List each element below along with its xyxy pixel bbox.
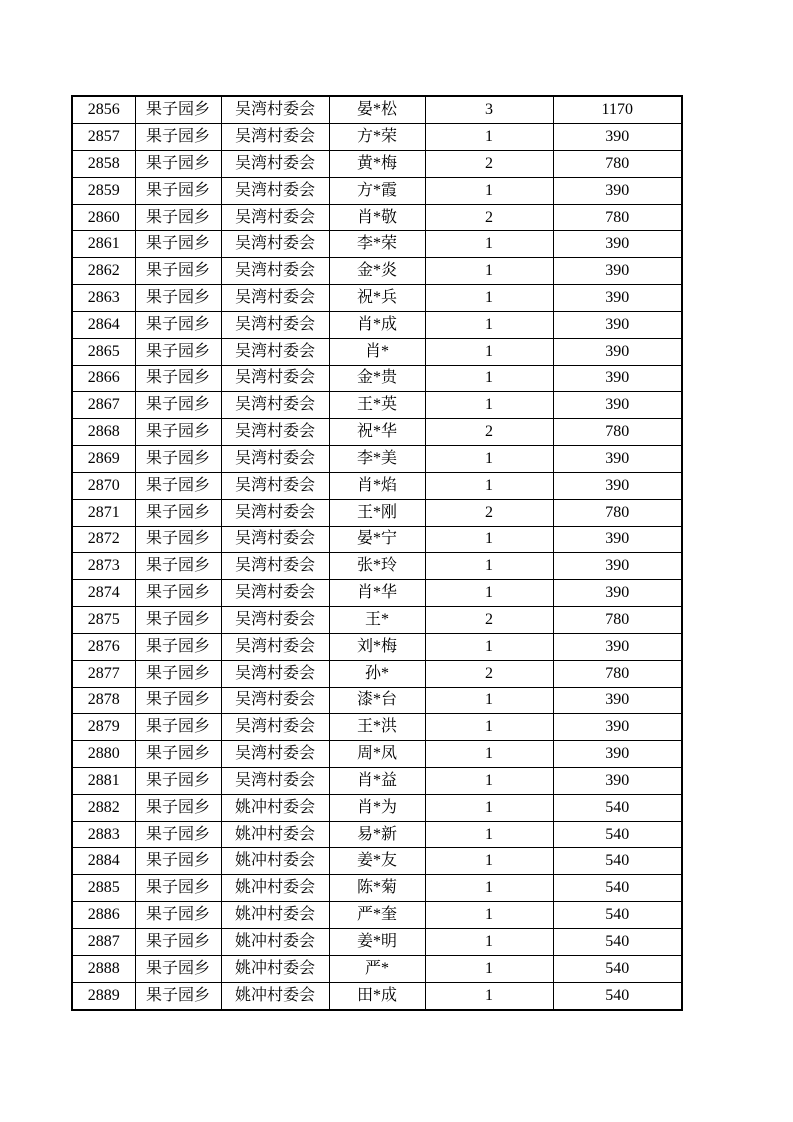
cell-township: 果子园乡 [135, 124, 221, 151]
cell-count: 2 [425, 204, 553, 231]
cell-village-committee: 吴湾村委会 [221, 660, 329, 687]
cell-amount: 390 [553, 231, 682, 258]
cell-township: 果子园乡 [135, 392, 221, 419]
cell-amount: 390 [553, 768, 682, 795]
cell-person-name: 李*美 [329, 446, 425, 473]
cell-village-committee: 吴湾村委会 [221, 392, 329, 419]
cell-village-committee: 姚冲村委会 [221, 848, 329, 875]
table-row [72, 768, 682, 795]
cell-township: 果子园乡 [135, 928, 221, 955]
cell-township: 果子园乡 [135, 285, 221, 312]
cell-person-name: 金*贵 [329, 365, 425, 392]
cell-count: 3 [425, 96, 553, 124]
cell-amount: 540 [553, 982, 682, 1010]
cell-village-committee: 吴湾村委会 [221, 580, 329, 607]
cell-township: 果子园乡 [135, 499, 221, 526]
cell-person-name: 肖*焰 [329, 472, 425, 499]
cell-village-committee: 姚冲村委会 [221, 955, 329, 982]
cell-person-name: 祝*华 [329, 419, 425, 446]
cell-person-name: 田*成 [329, 982, 425, 1010]
cell-village-committee: 吴湾村委会 [221, 553, 329, 580]
cell-person-name: 肖* [329, 338, 425, 365]
cell-person-name: 周*凤 [329, 741, 425, 768]
table-row [72, 526, 682, 553]
cell-serial-number: 2887 [72, 928, 135, 955]
cell-amount: 540 [553, 821, 682, 848]
cell-count: 1 [425, 928, 553, 955]
table-row [72, 96, 682, 124]
cell-serial-number: 2863 [72, 285, 135, 312]
cell-count: 1 [425, 902, 553, 929]
cell-count: 1 [425, 714, 553, 741]
cell-count: 2 [425, 660, 553, 687]
cell-serial-number: 2859 [72, 177, 135, 204]
cell-person-name: 晏*松 [329, 96, 425, 124]
cell-township: 果子园乡 [135, 258, 221, 285]
cell-amount: 540 [553, 928, 682, 955]
cell-person-name: 祝*兵 [329, 285, 425, 312]
beneficiary-table [71, 95, 683, 1011]
table-row [72, 446, 682, 473]
table-row [72, 794, 682, 821]
cell-serial-number: 2881 [72, 768, 135, 795]
cell-village-committee: 吴湾村委会 [221, 419, 329, 446]
table-row [72, 231, 682, 258]
cell-amount: 1170 [553, 96, 682, 124]
cell-person-name: 姜*友 [329, 848, 425, 875]
cell-serial-number: 2862 [72, 258, 135, 285]
table-row [72, 150, 682, 177]
cell-township: 果子园乡 [135, 526, 221, 553]
cell-amount: 780 [553, 660, 682, 687]
cell-count: 1 [425, 687, 553, 714]
cell-person-name: 王* [329, 607, 425, 634]
cell-person-name: 方*霞 [329, 177, 425, 204]
table-row [72, 660, 682, 687]
cell-person-name: 黄*梅 [329, 150, 425, 177]
cell-amount: 780 [553, 150, 682, 177]
cell-count: 1 [425, 768, 553, 795]
cell-township: 果子园乡 [135, 660, 221, 687]
table-row [72, 687, 682, 714]
cell-serial-number: 2885 [72, 875, 135, 902]
cell-amount: 390 [553, 338, 682, 365]
cell-amount: 390 [553, 553, 682, 580]
cell-person-name: 肖*益 [329, 768, 425, 795]
table-row [72, 499, 682, 526]
cell-person-name: 刘*梅 [329, 633, 425, 660]
cell-serial-number: 2856 [72, 96, 135, 124]
cell-amount: 390 [553, 311, 682, 338]
cell-village-committee: 吴湾村委会 [221, 204, 329, 231]
cell-person-name: 肖*敬 [329, 204, 425, 231]
cell-township: 果子园乡 [135, 96, 221, 124]
cell-village-committee: 吴湾村委会 [221, 150, 329, 177]
cell-serial-number: 2873 [72, 553, 135, 580]
cell-serial-number: 2866 [72, 365, 135, 392]
cell-count: 2 [425, 150, 553, 177]
cell-amount: 390 [553, 285, 682, 312]
table-row [72, 311, 682, 338]
table-row [72, 607, 682, 634]
cell-township: 果子园乡 [135, 580, 221, 607]
cell-person-name: 金*炎 [329, 258, 425, 285]
cell-township: 果子园乡 [135, 902, 221, 929]
table-row [72, 204, 682, 231]
cell-village-committee: 吴湾村委会 [221, 768, 329, 795]
table-row [72, 902, 682, 929]
cell-amount: 390 [553, 714, 682, 741]
cell-village-committee: 吴湾村委会 [221, 258, 329, 285]
cell-serial-number: 2879 [72, 714, 135, 741]
cell-serial-number: 2870 [72, 472, 135, 499]
cell-township: 果子园乡 [135, 848, 221, 875]
table-row [72, 258, 682, 285]
cell-amount: 780 [553, 419, 682, 446]
cell-village-committee: 吴湾村委会 [221, 365, 329, 392]
cell-amount: 390 [553, 633, 682, 660]
cell-village-committee: 姚冲村委会 [221, 928, 329, 955]
cell-serial-number: 2882 [72, 794, 135, 821]
cell-count: 2 [425, 419, 553, 446]
cell-township: 果子园乡 [135, 633, 221, 660]
table-row [72, 285, 682, 312]
cell-serial-number: 2888 [72, 955, 135, 982]
cell-township: 果子园乡 [135, 311, 221, 338]
cell-amount: 780 [553, 204, 682, 231]
cell-serial-number: 2875 [72, 607, 135, 634]
cell-count: 1 [425, 982, 553, 1010]
cell-township: 果子园乡 [135, 231, 221, 258]
cell-serial-number: 2861 [72, 231, 135, 258]
cell-count: 1 [425, 741, 553, 768]
cell-village-committee: 吴湾村委会 [221, 446, 329, 473]
cell-township: 果子园乡 [135, 338, 221, 365]
cell-person-name: 王*刚 [329, 499, 425, 526]
cell-serial-number: 2874 [72, 580, 135, 607]
cell-village-committee: 吴湾村委会 [221, 311, 329, 338]
cell-count: 1 [425, 446, 553, 473]
cell-count: 1 [425, 338, 553, 365]
cell-amount: 390 [553, 687, 682, 714]
cell-person-name: 严*奎 [329, 902, 425, 929]
cell-township: 果子园乡 [135, 821, 221, 848]
cell-township: 果子园乡 [135, 150, 221, 177]
table-row [72, 714, 682, 741]
cell-township: 果子园乡 [135, 472, 221, 499]
cell-person-name: 孙* [329, 660, 425, 687]
cell-village-committee: 姚冲村委会 [221, 794, 329, 821]
cell-person-name: 李*荣 [329, 231, 425, 258]
cell-count: 2 [425, 607, 553, 634]
cell-person-name: 张*玲 [329, 553, 425, 580]
cell-person-name: 方*荣 [329, 124, 425, 151]
cell-amount: 390 [553, 124, 682, 151]
table-row [72, 419, 682, 446]
cell-count: 1 [425, 258, 553, 285]
cell-village-committee: 姚冲村委会 [221, 902, 329, 929]
cell-count: 1 [425, 177, 553, 204]
cell-person-name: 漆*台 [329, 687, 425, 714]
cell-serial-number: 2880 [72, 741, 135, 768]
cell-township: 果子园乡 [135, 875, 221, 902]
cell-amount: 540 [553, 902, 682, 929]
cell-serial-number: 2867 [72, 392, 135, 419]
cell-township: 果子园乡 [135, 687, 221, 714]
cell-village-committee: 吴湾村委会 [221, 96, 329, 124]
cell-village-committee: 吴湾村委会 [221, 177, 329, 204]
cell-serial-number: 2877 [72, 660, 135, 687]
cell-amount: 390 [553, 526, 682, 553]
cell-count: 1 [425, 633, 553, 660]
cell-amount: 540 [553, 875, 682, 902]
cell-township: 果子园乡 [135, 794, 221, 821]
cell-village-committee: 吴湾村委会 [221, 633, 329, 660]
cell-village-committee: 姚冲村委会 [221, 982, 329, 1010]
cell-township: 果子园乡 [135, 177, 221, 204]
cell-person-name: 王*英 [329, 392, 425, 419]
cell-count: 1 [425, 553, 553, 580]
table-row [72, 580, 682, 607]
cell-serial-number: 2857 [72, 124, 135, 151]
table-row [72, 821, 682, 848]
cell-count: 1 [425, 955, 553, 982]
table-row [72, 741, 682, 768]
table-row [72, 875, 682, 902]
cell-serial-number: 2868 [72, 419, 135, 446]
cell-count: 1 [425, 848, 553, 875]
cell-village-committee: 吴湾村委会 [221, 499, 329, 526]
cell-township: 果子园乡 [135, 607, 221, 634]
cell-village-committee: 姚冲村委会 [221, 821, 329, 848]
cell-count: 1 [425, 285, 553, 312]
cell-amount: 780 [553, 607, 682, 634]
table-row [72, 365, 682, 392]
cell-amount: 390 [553, 177, 682, 204]
table-row [72, 177, 682, 204]
cell-amount: 390 [553, 472, 682, 499]
cell-amount: 390 [553, 392, 682, 419]
cell-amount: 780 [553, 499, 682, 526]
cell-serial-number: 2884 [72, 848, 135, 875]
cell-township: 果子园乡 [135, 365, 221, 392]
cell-serial-number: 2865 [72, 338, 135, 365]
cell-village-committee: 吴湾村委会 [221, 687, 329, 714]
cell-township: 果子园乡 [135, 741, 221, 768]
cell-village-committee: 吴湾村委会 [221, 338, 329, 365]
table-body [72, 96, 682, 1010]
cell-person-name: 严* [329, 955, 425, 982]
cell-serial-number: 2860 [72, 204, 135, 231]
cell-township: 果子园乡 [135, 982, 221, 1010]
cell-count: 1 [425, 365, 553, 392]
cell-serial-number: 2871 [72, 499, 135, 526]
cell-serial-number: 2876 [72, 633, 135, 660]
cell-serial-number: 2858 [72, 150, 135, 177]
cell-village-committee: 姚冲村委会 [221, 875, 329, 902]
table-row [72, 124, 682, 151]
cell-village-committee: 吴湾村委会 [221, 714, 329, 741]
table-row [72, 848, 682, 875]
cell-amount: 390 [553, 580, 682, 607]
cell-count: 1 [425, 526, 553, 553]
cell-person-name: 王*洪 [329, 714, 425, 741]
cell-person-name: 肖*成 [329, 311, 425, 338]
cell-serial-number: 2869 [72, 446, 135, 473]
table-row [72, 982, 682, 1010]
cell-village-committee: 吴湾村委会 [221, 741, 329, 768]
cell-count: 1 [425, 472, 553, 499]
cell-amount: 540 [553, 955, 682, 982]
cell-serial-number: 2889 [72, 982, 135, 1010]
cell-township: 果子园乡 [135, 768, 221, 795]
cell-amount: 390 [553, 365, 682, 392]
cell-township: 果子园乡 [135, 446, 221, 473]
cell-count: 1 [425, 231, 553, 258]
table-row [72, 553, 682, 580]
cell-serial-number: 2872 [72, 526, 135, 553]
table-row [72, 472, 682, 499]
cell-person-name: 肖*华 [329, 580, 425, 607]
cell-township: 果子园乡 [135, 714, 221, 741]
cell-amount: 390 [553, 446, 682, 473]
cell-count: 1 [425, 124, 553, 151]
cell-village-committee: 吴湾村委会 [221, 526, 329, 553]
cell-count: 1 [425, 821, 553, 848]
cell-township: 果子园乡 [135, 553, 221, 580]
cell-township: 果子园乡 [135, 204, 221, 231]
cell-village-committee: 吴湾村委会 [221, 607, 329, 634]
cell-serial-number: 2883 [72, 821, 135, 848]
table-row [72, 955, 682, 982]
cell-count: 1 [425, 794, 553, 821]
cell-count: 1 [425, 311, 553, 338]
cell-amount: 390 [553, 258, 682, 285]
cell-village-committee: 吴湾村委会 [221, 285, 329, 312]
cell-person-name: 肖*为 [329, 794, 425, 821]
cell-township: 果子园乡 [135, 955, 221, 982]
cell-count: 1 [425, 875, 553, 902]
cell-person-name: 晏*宁 [329, 526, 425, 553]
cell-serial-number: 2878 [72, 687, 135, 714]
cell-village-committee: 吴湾村委会 [221, 124, 329, 151]
cell-amount: 390 [553, 741, 682, 768]
cell-person-name: 姜*明 [329, 928, 425, 955]
cell-village-committee: 吴湾村委会 [221, 231, 329, 258]
table-row [72, 392, 682, 419]
cell-count: 1 [425, 392, 553, 419]
table-row [72, 633, 682, 660]
cell-count: 1 [425, 580, 553, 607]
cell-count: 2 [425, 499, 553, 526]
cell-township: 果子园乡 [135, 419, 221, 446]
cell-village-committee: 吴湾村委会 [221, 472, 329, 499]
cell-person-name: 易*新 [329, 821, 425, 848]
cell-amount: 540 [553, 848, 682, 875]
cell-serial-number: 2886 [72, 902, 135, 929]
table-row [72, 928, 682, 955]
cell-serial-number: 2864 [72, 311, 135, 338]
table-row [72, 338, 682, 365]
cell-person-name: 陈*菊 [329, 875, 425, 902]
cell-amount: 540 [553, 794, 682, 821]
